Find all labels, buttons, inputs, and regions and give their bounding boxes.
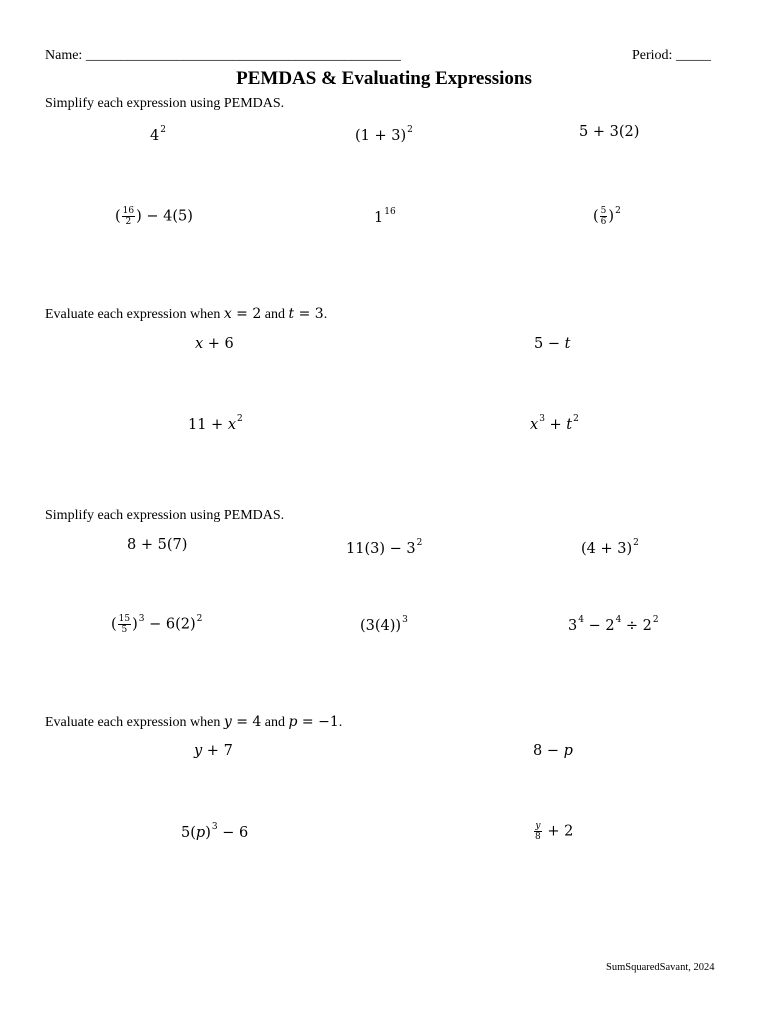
problem-15: $(3(4))^3$ — [360, 615, 408, 634]
name-blank-line[interactable]: _____________________________________________ — [85, 48, 401, 63]
problem-17: y + 7 — [194, 743, 233, 759]
problem-8: 5 − t — [534, 336, 571, 352]
problem-12: $11(3) - 3^2$ — [346, 538, 423, 557]
problem-2: $(1 + 3)^2$ — [355, 125, 413, 144]
page-title: PEMDAS & Evaluating Expressions — [236, 68, 532, 89]
name-label: Name: — [45, 48, 83, 63]
problem-6: ( $\frac{5}{6}$ )$^2$ — [593, 205, 621, 227]
section-4-instruction: Evaluate each expression when y = 4 and p = −1. — [45, 714, 343, 730]
problem-9: $11 + x^2$ — [188, 414, 243, 433]
footer-credit: SumSquaredSavant, 2024 — [606, 962, 715, 973]
period-label: Period: — [632, 48, 673, 63]
problem-7: x + 6 — [195, 336, 234, 352]
problem-18: 8 − p — [533, 743, 573, 759]
problem-13: $(4 + 3)^2$ — [581, 538, 639, 557]
problem-11: 8 + 5(7) — [127, 537, 188, 553]
section-1-instruction: Simplify each expression using PEMDAS. — [45, 96, 285, 111]
problem-5: $1^{16}$ — [374, 207, 396, 226]
problem-4: ( $\frac{16}{2}$ ) − 4(5) — [115, 206, 193, 227]
period-blank-line[interactable]: _____ — [675, 48, 711, 63]
problem-3: 5 + 3(2) — [579, 124, 640, 140]
section-2-instruction: Evaluate each expression when x = 2 and t = 3. — [45, 306, 328, 322]
name-field[interactable] — [45, 48, 401, 64]
problem-20: $\frac{y}{8}$ + 2 — [535, 821, 574, 842]
section-3-instruction: Simplify each expression using PEMDAS. — [45, 508, 285, 523]
problem-1: $4^2$ — [150, 125, 166, 144]
period-field[interactable] — [632, 48, 711, 64]
problem-19: $5(p)^3 - 6$ — [181, 822, 249, 841]
problem-16: $3^4 - 2^4 \div 2^2$ — [568, 615, 659, 634]
problem-10: $x^3 + t^2$ — [530, 414, 579, 433]
problem-14: ( $\frac{15}{5}$ )$^3 - 6(2)^2$ — [111, 613, 203, 635]
